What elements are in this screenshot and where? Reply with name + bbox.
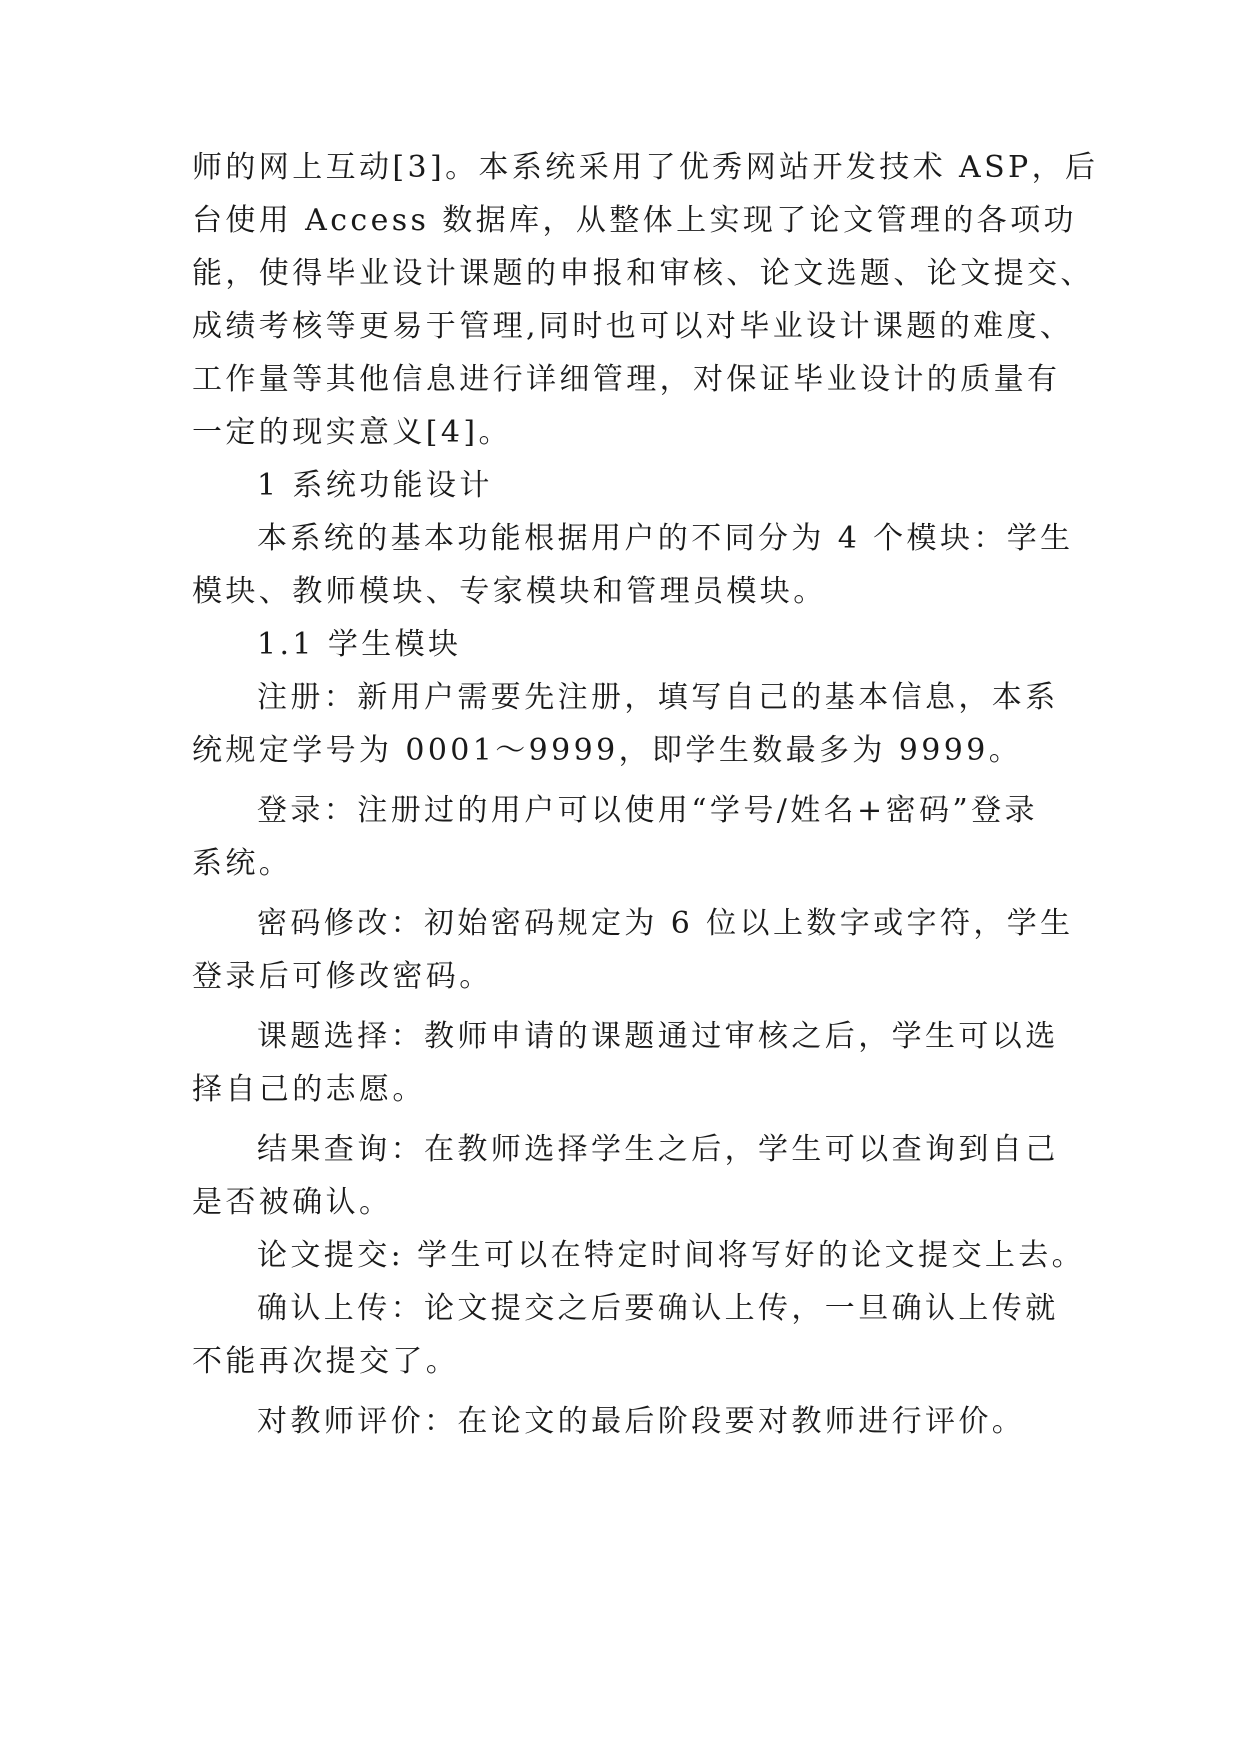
paragraph-line: 对教师评价：在论文的最后阶段要对教师进行评价。 [257,1404,1026,1439]
paragraph-line: 本系统的基本功能根据用户的不同分为 4 个模块：学生 [257,521,1074,556]
subsection-heading: 1.1 学生模块 [257,627,462,662]
paragraph-line: 统规定学号为 0001～9999，即学生数最多为 9999。 [192,733,1023,768]
body-text-line: 成绩考核等更易于管理,同时也可以对毕业设计课题的难度、 [192,309,1074,344]
body-text-line: 一定的现实意义[4]。 [192,415,512,450]
body-text-line: 能，使得毕业设计课题的申报和审核、论文选题、论文提交、 [192,256,1094,291]
paragraph-line: 不能再次提交了。 [192,1344,460,1379]
paragraph-line: 择自己的志愿。 [192,1072,426,1107]
paragraph-line: 是否被确认。 [192,1185,393,1220]
body-text-line: 工作量等其他信息进行详细管理，对保证毕业设计的质量有 [192,362,1061,397]
paragraph-line: 系统。 [192,846,293,881]
paragraph-line: 登录：注册过的用户可以使用“学号/姓名+密码”登录 [257,793,1038,828]
paragraph-line: 论文提交: 学生可以在特定时间将写好的论文提交上去。 [257,1238,1086,1273]
paragraph-line: 模块、教师模块、专家模块和管理员模块。 [192,574,827,609]
paragraph-line: 登录后可修改密码。 [192,959,493,994]
paragraph-line: 课题选择：教师申请的课题通过审核之后，学生可以选 [257,1019,1059,1054]
body-text-line: 师的网上互动[3]。本系统采用了优秀网站开发技术 ASP，后 [192,150,1099,185]
body-text-line: 台使用 Access 数据库，从整体上实现了论文管理的各项功 [192,203,1077,238]
paragraph-line: 结果查询：在教师选择学生之后，学生可以查询到自己 [257,1132,1059,1167]
paragraph-line: 密码修改：初始密码规定为 6 位以上数字或字符，学生 [257,906,1074,941]
paragraph-line: 注册：新用户需要先注册，填写自己的基本信息，本系 [257,680,1059,715]
section-heading: 1 系统功能设计 [257,468,493,503]
paragraph-line: 确认上传：论文提交之后要确认上传，一旦确认上传就 [257,1291,1059,1326]
